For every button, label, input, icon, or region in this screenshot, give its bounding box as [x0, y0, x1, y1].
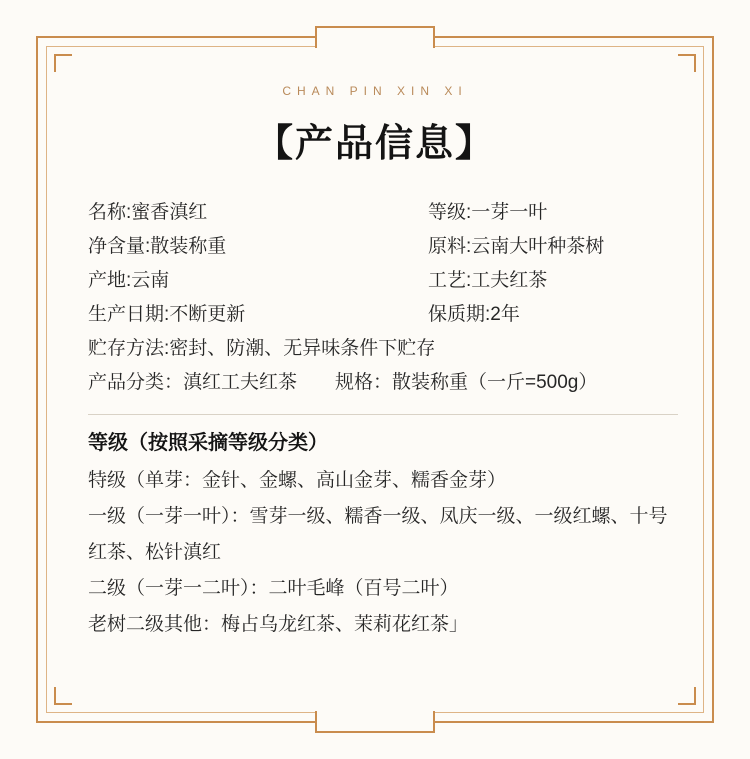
spec-net-weight: 净含量:散装称重 — [88, 236, 227, 257]
corner-ornament-bottom-left — [36, 689, 70, 723]
grade-section-title: 等级（按照采摘等级分类） — [88, 432, 328, 454]
spec-row — [88, 264, 678, 298]
grade-line-first: 一级（一芽一叶）：雪芽一级、糯香一级、凤庆一级、一级红螺、十号红茶、松针滇红 — [88, 506, 668, 563]
corner-ornament-bottom-right — [680, 689, 714, 723]
grade-line-supreme: 特级（单芽：金针、金螺、高山金芽、糯香金芽） — [88, 470, 507, 491]
spec-row — [88, 230, 678, 264]
card-body — [88, 196, 678, 643]
spec-shelf-life: 保质期:2年 — [428, 304, 520, 325]
pinyin-subtitle: CHAN PIN XIN XI — [282, 84, 468, 98]
spec-row — [88, 332, 678, 366]
spec-row — [88, 298, 678, 332]
frame-notch-top — [315, 26, 435, 48]
spec-craft: 工艺:工夫红茶 — [428, 270, 548, 291]
corner-step-top-right — [678, 54, 696, 72]
corner-ornament-top-left — [36, 36, 70, 70]
section-divider — [88, 414, 678, 415]
grade-line-oldtree-other: 老树二级其他：梅占乌龙红茶、茉莉花红茶」 — [88, 614, 469, 635]
card-header — [0, 84, 750, 167]
corner-step-top-left — [54, 54, 72, 72]
spec-grade: 等级:一芽一叶 — [428, 202, 548, 223]
spec-row — [88, 366, 678, 400]
spec-name: 名称:蜜香滇红 — [88, 202, 208, 223]
spec-storage-method: 贮存方法:密封、防潮、无异味条件下贮存 — [88, 338, 436, 359]
spec-origin: 产地:云南 — [88, 270, 170, 291]
corner-ornament-top-right — [680, 36, 714, 70]
spec-table — [88, 196, 678, 400]
frame-notch-bottom — [315, 711, 435, 733]
corner-step-bottom-left — [54, 687, 72, 705]
spec-material: 原料:云南大叶种茶树 — [428, 236, 605, 257]
page-title: 【产品信息】 — [254, 121, 495, 165]
spec-production-date: 生产日期:不断更新 — [88, 304, 246, 325]
spec-row — [88, 196, 678, 230]
grade-line-second: 二级（一芽一二叶）：二叶毛峰（百号二叶） — [88, 578, 459, 599]
spec-category-and-size: 产品分类：滇红工夫红茶 规格：散装称重（一斤=500g） — [88, 372, 598, 393]
corner-step-bottom-right — [678, 687, 696, 705]
